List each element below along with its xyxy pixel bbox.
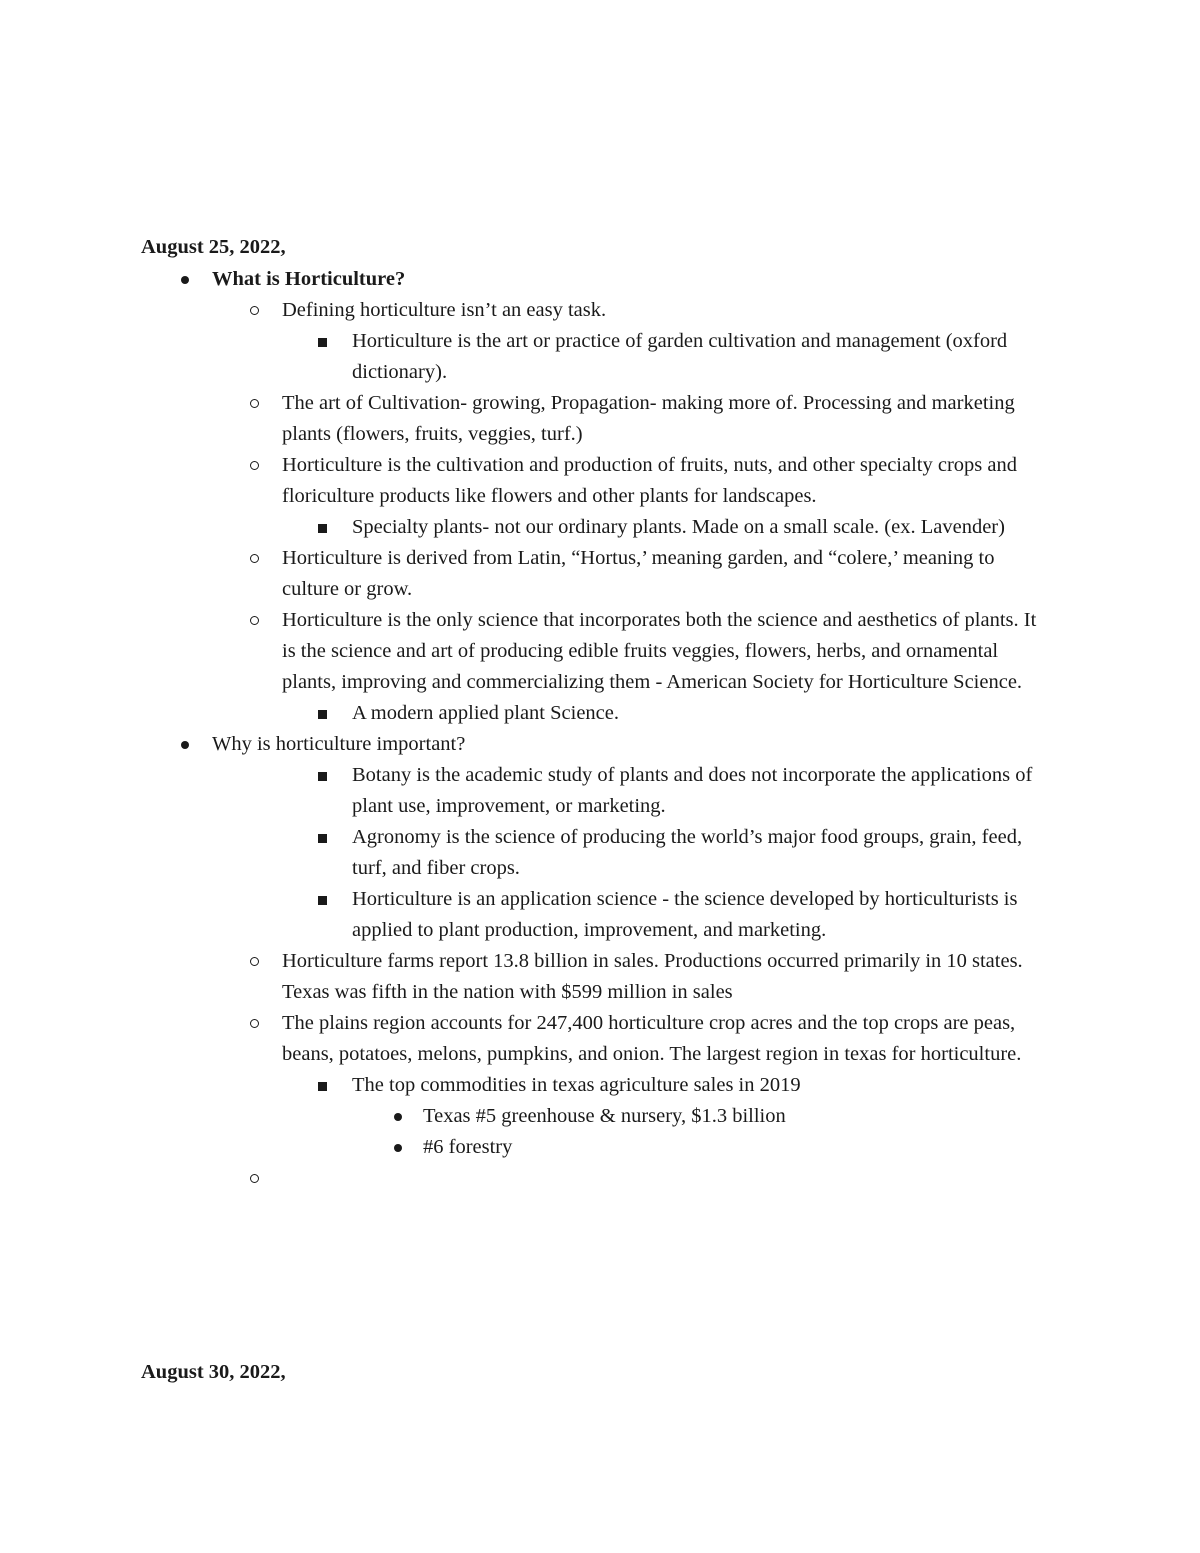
outline-item-text: Horticulture is the only science that incorporates both the science and aesthetics of plants. It is the science and art of producing edible fruits veggies, flowers, herbs, and ornamental plants, improving and commercializing them - American Society for Horticulture Science. xyxy=(282,609,1037,693)
outline-item xyxy=(352,698,1052,729)
outline-item-text: Texas #5 greenhouse & nursery, $1.3 billion xyxy=(423,1105,786,1127)
outline-item xyxy=(212,264,1032,295)
bullet-square-icon xyxy=(316,326,340,357)
outline-item xyxy=(352,512,1052,543)
bullet-disc-icon xyxy=(389,1132,413,1163)
outline-item-text: Agronomy is the science of producing the world’s major food groups, grain, feed, turf, and fiber crops. xyxy=(352,826,1023,879)
bullet-square-icon xyxy=(316,512,340,543)
outline-item xyxy=(352,760,1052,822)
bullet-square-icon xyxy=(316,884,340,915)
outline-item-text: Specialty plants- not our ordinary plants. Made on a small scale. (ex. Lavender) xyxy=(352,516,1005,538)
outline-item xyxy=(282,543,1042,605)
bullet-square-icon xyxy=(316,822,340,853)
outline-item-text: Horticulture farms report 13.8 billion in sales. Productions occurred primarily in 10 states. Texas was fifth in the nation with $599 million in sales xyxy=(282,950,1023,1003)
outline-item-text: A modern applied plant Science. xyxy=(352,702,619,724)
outline-item-text: Horticulture is an application science - the science developed by horticulturists is applied to plant production, improvement, and marketing. xyxy=(352,888,1018,941)
outline-item xyxy=(282,295,1042,326)
outline-item-text: Horticulture is the cultivation and production of fruits, nuts, and other specialty crops and floriculture products like flowers and other plants for landscapes. xyxy=(282,454,1017,507)
outline-item xyxy=(282,605,1042,698)
outline-item-text: The top commodities in texas agriculture sales in 2019 xyxy=(352,1074,801,1096)
bullet-circle-icon xyxy=(246,946,270,977)
outline-item-text: Defining horticulture isn’t an easy task. xyxy=(282,299,607,321)
bullet-square-icon xyxy=(316,1070,340,1101)
outline-item-text: What is Horticulture? xyxy=(212,268,406,290)
outline-item xyxy=(352,884,1052,946)
bullet-circle-icon xyxy=(246,605,270,636)
outline-item-text: The art of Cultivation- growing, Propagation- making more of. Processing and marketing plants (flowers, fruits, veggies, turf.) xyxy=(282,392,1015,445)
bullet-circle-icon xyxy=(246,295,270,326)
bullet-square-icon xyxy=(316,760,340,791)
outline-item xyxy=(282,1008,1042,1070)
bullet-disc-icon xyxy=(176,264,200,295)
outline-item xyxy=(352,822,1052,884)
notes-outline xyxy=(0,264,1200,1194)
date-heading-aug-30: August 30, 2022, xyxy=(141,1361,286,1383)
outline-item-text: Why is horticulture important? xyxy=(212,733,466,755)
outline-item xyxy=(282,450,1042,512)
outline-item xyxy=(423,1132,1063,1163)
outline-item-text: Horticulture is derived from Latin, “Hortus,’ meaning garden, and “colere,’ meaning to culture or grow. xyxy=(282,547,995,600)
outline-item xyxy=(423,1101,1063,1132)
date-heading-aug-25: August 25, 2022, xyxy=(141,236,286,258)
outline-item xyxy=(282,388,1042,450)
bullet-circle-icon xyxy=(246,450,270,481)
outline-item xyxy=(282,946,1042,1008)
bullet-square-icon xyxy=(316,698,340,729)
outline-item-text: #6 forestry xyxy=(423,1136,513,1158)
bullet-circle-icon xyxy=(246,1008,270,1039)
bullet-circle-icon xyxy=(246,1163,270,1194)
outline-item xyxy=(352,326,1052,388)
bullet-circle-icon xyxy=(246,543,270,574)
bullet-disc-icon xyxy=(389,1101,413,1132)
outline-item-text: Botany is the academic study of plants and does not incorporate the applications of plant use, improvement, or marketing. xyxy=(352,764,1033,817)
outline-item xyxy=(212,729,1032,760)
bullet-circle-icon xyxy=(246,388,270,419)
outline-item-text: Horticulture is the art or practice of garden cultivation and management (oxford dictionary). xyxy=(352,330,1008,383)
outline-item-text: The plains region accounts for 247,400 horticulture crop acres and the top crops are peas, beans, potatoes, melons, pumpkins, and onion. The largest region in texas for horticulture. xyxy=(282,1012,1022,1065)
outline-item xyxy=(352,1070,1052,1101)
bullet-disc-icon xyxy=(176,729,200,760)
outline-item-empty xyxy=(282,1163,1042,1194)
